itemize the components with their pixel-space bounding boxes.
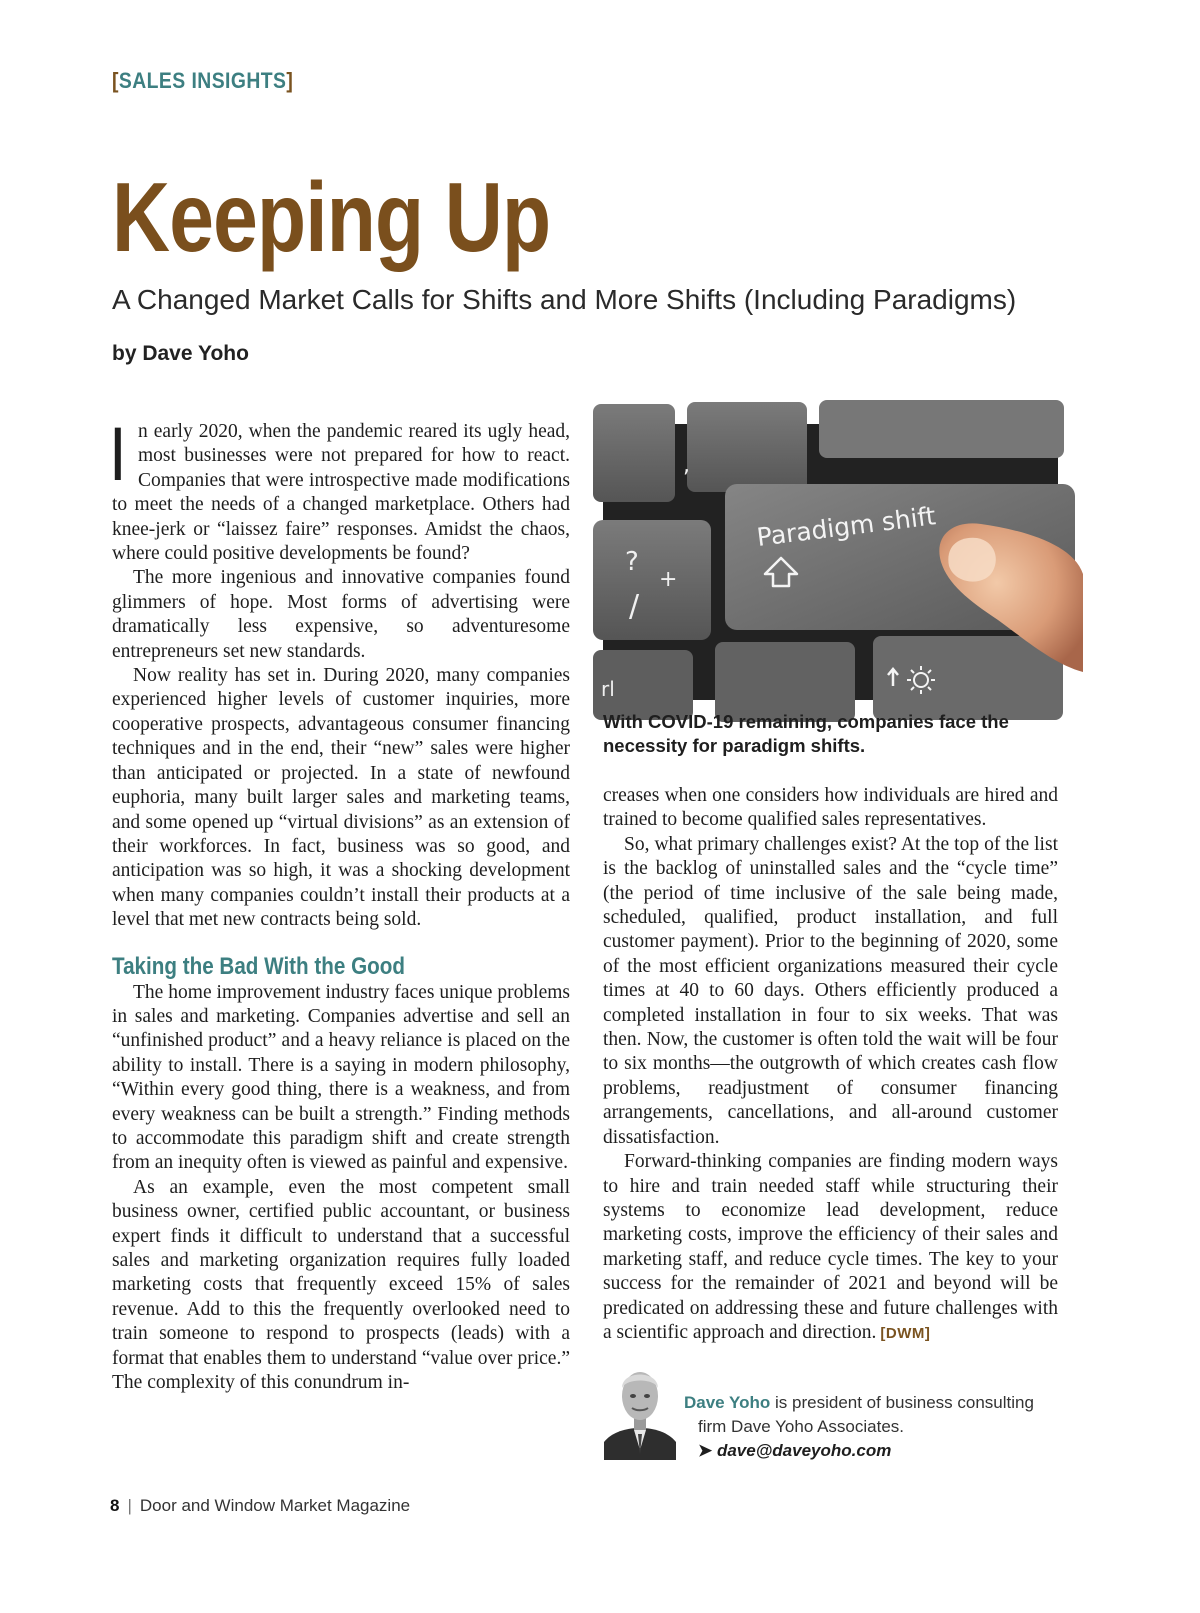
body-paragraph: As an example, even the most competent small business owner, certified public accountant, or business expert finds it difficult to understand that a successful sales and marketing organization requires fully loaded marketing costs that frequently exceed 15% of sales revenue. Add to this the frequently overlooked need to train someone to respond to prospects (leads) with a format that enables them to understand “value over price.” The complexity of this conundrum in-	[112, 1176, 570, 1394]
section-kicker	[112, 68, 293, 94]
drop-cap: I	[112, 412, 124, 497]
opening-paragraph	[112, 412, 570, 566]
footer-separator: |	[127, 1496, 132, 1515]
author-email[interactable]: dave@daveyoho.com	[716, 1441, 892, 1460]
body-paragraph: Now reality has set in. During 2020, many companies experienced higher levels of customer inquiries, more cooperative prospects, advantageous consumer financing techniques and in the end, their “new” sales were higher than anticipated or projected. In a state of newfound euphoria, many built larger sales and marketing teams, and some opened up “virtual divisions” as an extension of their workforces. In fact, business was so good, and anticipation was so high, it was a shocking development when many companies couldn’t install their products at a level that met new contracts being sold.	[112, 665, 570, 931]
body-paragraph: The more ingenious and innovative companies found glimmers of hope. Most forms of advertising were dramatically less expensive, so adventuresome entrepreneurs set new standards.	[112, 567, 570, 662]
author-portrait	[604, 1358, 676, 1460]
page-footer	[110, 1496, 410, 1516]
paradigm-shift-key-label: Paradigm shift	[755, 501, 938, 552]
key-partial-glyph: rl	[601, 677, 615, 701]
arrow-icon: ➤	[698, 1441, 717, 1460]
author-bio-line1	[684, 1391, 1064, 1415]
article-title: Keeping Up	[112, 162, 551, 272]
keyboard-photo	[603, 424, 1058, 700]
key-comma-glyph: ,	[683, 453, 690, 478]
author-email-line	[684, 1439, 1064, 1463]
section-heading: Taking the Bad With the Good	[112, 952, 405, 980]
article-column-right	[603, 784, 1058, 1346]
article-subtitle: A Changed Market Calls for Shifts and More Shifts (Including Paradigms)	[112, 284, 1017, 315]
key-slash-glyph: /	[629, 589, 640, 624]
article-byline: by Dave Yoho	[112, 342, 249, 365]
key-plus-glyph: +	[659, 567, 678, 592]
author-bio-description: is president of business consulting	[770, 1393, 1034, 1412]
key-question-glyph: ?	[625, 547, 639, 577]
opening-paragraph-text: n early 2020, when the pandemic reared its ugly head, most businesses were not prepared for how to react. Companies that were introspective made modifications to meet the needs of a changed marketplace. Others had knee-jerk or “laissez faire” responses. Amidst the chaos, where could positive developments be found?	[112, 421, 570, 565]
photo-caption: With COVID-19 remaining, companies face the necessity for paradigm shifts.	[603, 711, 1009, 756]
author-bio-line2: firm Dave Yoho Associates.	[698, 1417, 905, 1436]
author-headshot	[604, 1358, 676, 1460]
kicker-bracket-open: [	[112, 68, 119, 93]
article-column-left	[112, 412, 570, 1395]
closing-paragraph-text: Forward-thinking companies are finding modern ways to hire and train needed staff while structuring their systems to economize lead development, reduce marketing costs, improve the efficiency of their sales and marketing staff, and reduce cycle times. The key to your success for the remainder of 2021 and beyond will be predicated on addressing these and future challenges with a scientific approach and direction.	[603, 1151, 1058, 1343]
author-name: Dave Yoho	[684, 1393, 771, 1412]
end-mark: [DWM]	[880, 1324, 931, 1342]
page-number: 8	[110, 1496, 120, 1515]
body-paragraph-continued: creases when one considers how individuals are hired and trained to become qualified sales representatives.	[603, 785, 1058, 831]
kicker-label: SALES INSIGHTS	[118, 68, 287, 93]
keyboard-illustration	[603, 424, 1058, 700]
closing-paragraph	[603, 1150, 1058, 1346]
author-bio	[684, 1391, 1064, 1463]
body-paragraph: So, what primary challenges exist? At the top of the list is the backlog of uninstalled sales and the “cycle time” (the period of time inclusive of the sale being made, scheduled, qualified, product installation, and full customer payment). Prior to the beginning of 2020, some of the most efficient organizations measured their cycle times at 40 to 60 days. Others efficiently produced a completed installation in four to six weeks. That was then. Now, the customer is often told the wait will be four to six months—the outgrowth of which creates cash flow problems, readjustment of consumer financing arrangements, cancellations, and all-around customer dissatisfaction.	[603, 833, 1058, 1148]
body-paragraph: The home improvement industry faces unique problems in sales and marketing. Companies advertise and sell an “unfinished product” and a heavy reliance is placed on the ability to install. There is a saying in modern philosophy, “Within every good thing, there is a weakness, and from every weakness can be built a strength.” Finding methods to accommodate this paradigm shift and create strength from an inequity often is viewed as painful and expensive.	[112, 981, 570, 1174]
kicker-bracket-close: ]	[286, 68, 294, 93]
publication-name: Door and Window Market Magazine	[139, 1496, 411, 1515]
